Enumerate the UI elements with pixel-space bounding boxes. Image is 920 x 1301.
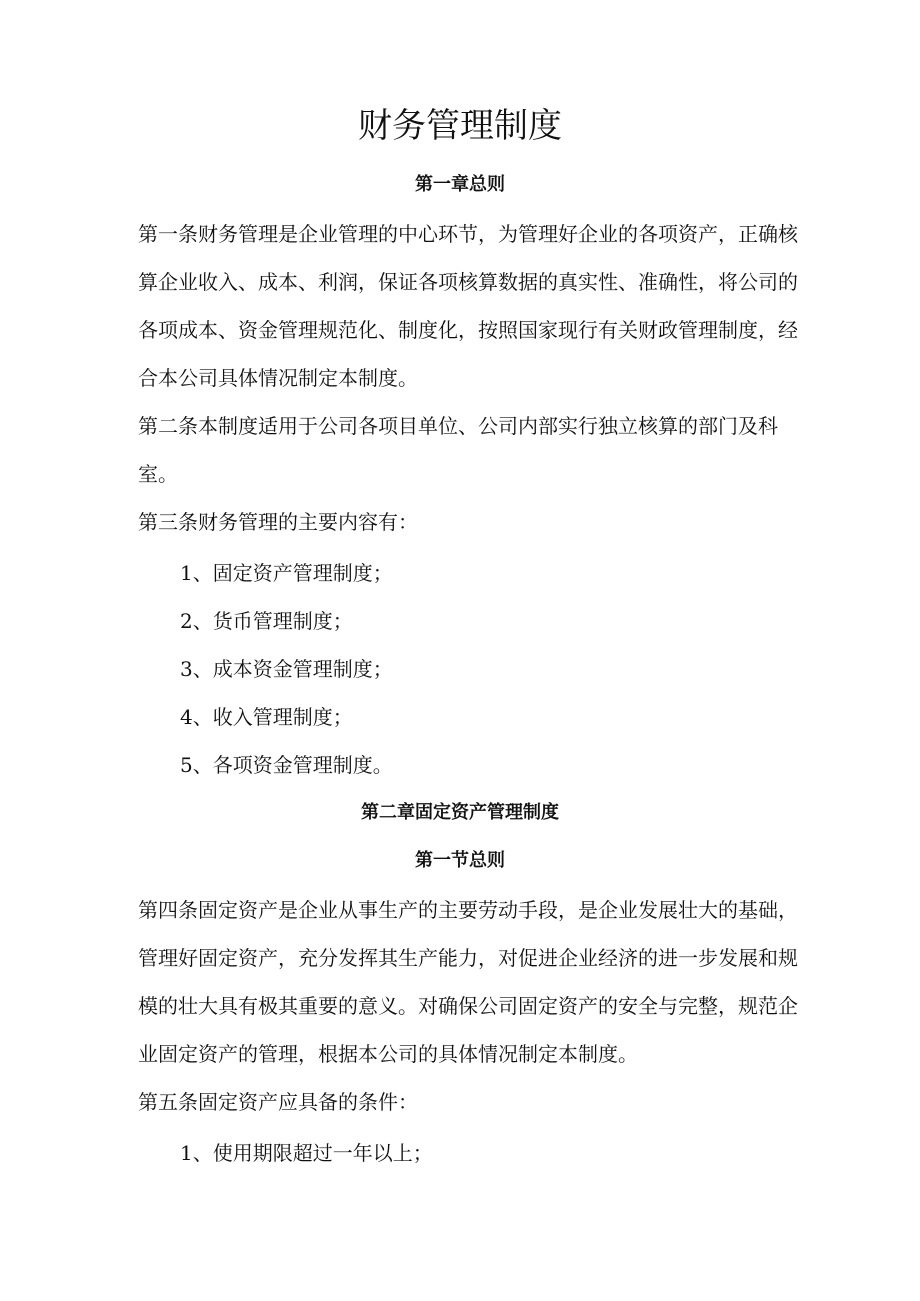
- article-4: 第四条固定资产是企业从事生产的主要劳动手段，是企业发展壮大的基础，管理好固定资产，充分发挥其生产能力，对促进企业经济的进一步发展和规模的壮大具有极其重要的意义。对确保公司固定资产的安全与完整，规范企业固定资产的管理，根据本公司的具体情况制定本制度。: [138, 898, 798, 1066]
- list-item: 1、使用期限超过一年以上；: [180, 1141, 433, 1165]
- list-item: 4、收入管理制度；: [180, 705, 353, 729]
- chapter-1-heading: 第一章总则: [415, 174, 505, 195]
- article-3: 第三条财务管理的主要内容有：: [138, 510, 418, 534]
- list-item: 3、成本资金管理制度；: [180, 657, 393, 681]
- article-1: 第一条财务管理是企业管理的中心环节，为管理好企业的各项资产，正确核算企业收入、成本、利润，保证各项核算数据的真实性、准确性，将公司的各项成本、资金管理规范化、制度化，按照国家现行有关财政管理制度，经合本公司具体情况制定本制度。: [138, 222, 798, 390]
- list-item: 2、货币管理制度；: [180, 609, 353, 633]
- chapter-2-heading: 第二章固定资产管理制度: [361, 802, 559, 823]
- section-1-heading: 第一节总则: [415, 850, 505, 871]
- article-5: 第五条固定资产应具备的条件：: [138, 1090, 418, 1114]
- list-item: 1、固定资产管理制度；: [180, 561, 393, 585]
- document-title: 财务管理制度: [358, 106, 562, 146]
- article-2: 第二条本制度适用于公司各项目单位、公司内部实行独立核算的部门及科室。: [138, 414, 778, 486]
- list-item: 5、各项资金管理制度。: [180, 753, 393, 777]
